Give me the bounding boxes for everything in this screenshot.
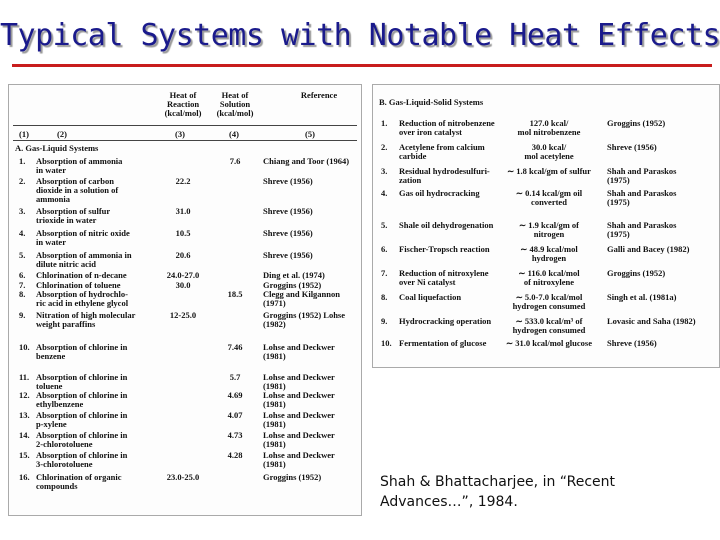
row-number: 16. bbox=[19, 472, 30, 482]
title-underline bbox=[12, 64, 712, 67]
system-description: Absorption of chlorine in benzene bbox=[36, 342, 128, 361]
row-number: 5. bbox=[19, 250, 26, 260]
header-heat-reaction: Heat of Reaction (kcal/mol) bbox=[164, 90, 202, 118]
reference: Clegg and Kilgannon (1971) bbox=[263, 289, 340, 308]
system-description: Acetylene from calcium carbide bbox=[399, 142, 485, 161]
header-divider bbox=[13, 125, 357, 126]
system-description: Reduction of nitroxylene over Ni catalyst bbox=[399, 268, 489, 287]
row-number: 6. bbox=[19, 270, 26, 280]
row-number: 4. bbox=[19, 228, 26, 238]
row-number: 13. bbox=[19, 410, 30, 420]
reference: Lovasic and Saha (1982) bbox=[607, 316, 696, 326]
heat-effect: ∼ 48.9 kcal/mol hydrogen bbox=[520, 244, 578, 263]
heat-of-solution: 18.5 bbox=[227, 289, 243, 299]
heat-effect: ∼ 1.8 kcal/gm of sulfur bbox=[507, 166, 591, 176]
reference: Groggins (1952) bbox=[607, 118, 666, 128]
row-number: 7. bbox=[19, 280, 26, 290]
heat-of-solution: 7.46 bbox=[227, 342, 243, 352]
system-description: Residual hydrodesulfuri- zation bbox=[399, 166, 490, 185]
reference: Shreve (1956) bbox=[263, 250, 313, 260]
heat-of-solution: 7.6 bbox=[229, 156, 241, 166]
row-number: 9. bbox=[19, 310, 26, 320]
row-number: 8. bbox=[381, 292, 388, 302]
citation bbox=[380, 472, 710, 512]
col-number: (4) bbox=[229, 129, 239, 139]
heat-effect: 127.0 kcal/ mol nitrobenzene bbox=[517, 118, 581, 137]
system-description: Absorption of nitric oxide in water bbox=[36, 228, 130, 247]
reference: Shreve (1956) bbox=[263, 228, 313, 238]
reference: Lohse and Deckwer (1981) bbox=[263, 342, 335, 361]
system-description: Chlorination of n-decane bbox=[36, 270, 127, 280]
heat-of-solution: 4.73 bbox=[227, 430, 243, 440]
reference: Lohse and Deckwer (1981) bbox=[263, 450, 335, 469]
col-number: (5) bbox=[305, 129, 315, 139]
colnum-divider bbox=[13, 140, 357, 141]
system-description: Absorption of carbon dioxide in a solution of ammonia bbox=[36, 176, 119, 204]
reference: Lohse and Deckwer (1981) bbox=[263, 410, 335, 429]
row-number: 11. bbox=[19, 372, 30, 382]
row-number: 3. bbox=[381, 166, 388, 176]
system-description: Absorption of ammonia in water bbox=[36, 156, 123, 175]
system-description: Shale oil dehydrogenation bbox=[399, 220, 494, 230]
row-number: 4. bbox=[381, 188, 388, 198]
system-description: Absorption of ammonia in dilute nitric acid bbox=[36, 250, 132, 269]
heat-of-reaction: 22.2 bbox=[175, 176, 191, 186]
row-number: 8. bbox=[19, 289, 26, 299]
heat-effect: ∼ 533.0 kcal/m³ of hydrogen consumed bbox=[512, 316, 586, 335]
heat-of-solution: 4.69 bbox=[227, 390, 243, 400]
col-number: (1) bbox=[19, 129, 29, 139]
row-number: 5. bbox=[381, 220, 388, 230]
system-description: Chlorination of toluene bbox=[36, 280, 121, 290]
citation-line: Advances…”, 1984. bbox=[380, 494, 518, 510]
reference: Shah and Paraskos (1975) bbox=[607, 166, 677, 185]
reference: Lohse and Deckwer (1981) bbox=[263, 390, 335, 409]
citation-line: Shah & Bhattacharjee, in “Recent bbox=[380, 474, 615, 490]
system-description: Absorption of sulfur trioxide in water bbox=[36, 206, 111, 225]
heat-of-solution: 5.7 bbox=[229, 372, 241, 382]
system-description: Absorption of chlorine in p-xylene bbox=[36, 410, 128, 429]
system-description: Absorption of chlorine in 3-chlorotoluene bbox=[36, 450, 128, 469]
system-description: Fermentation of glucose bbox=[399, 338, 487, 348]
table-gas-liquid-scan bbox=[8, 84, 362, 516]
header-reference: Reference bbox=[300, 90, 338, 100]
heat-effect: ∼ 5.0-7.0 kcal/mol hydrogen consumed bbox=[512, 292, 586, 311]
heat-effect: 30.0 kcal/ mol acetylene bbox=[524, 142, 574, 161]
row-number: 9. bbox=[381, 316, 388, 326]
reference: Galli and Bacey (1982) bbox=[607, 244, 690, 254]
section-heading: A. Gas-Liquid Systems bbox=[15, 143, 99, 153]
system-description: Absorption of chlorine in 2-chlorotoluene bbox=[36, 430, 128, 449]
heat-of-reaction: 31.0 bbox=[175, 206, 191, 216]
row-number: 10. bbox=[381, 338, 392, 348]
reference: Groggins (1952) Lohse (1982) bbox=[263, 310, 346, 329]
reference: Lohse and Deckwer (1981) bbox=[263, 372, 335, 391]
reference: Groggins (1952) bbox=[607, 268, 666, 278]
reference: Shreve (1956) bbox=[263, 206, 313, 216]
heat-effect: ∼ 31.0 kcal/mol glucose bbox=[506, 338, 592, 348]
system-description: Chlorination of organic compounds bbox=[36, 472, 122, 491]
system-description: Absorption of chlorine in ethylbenzene bbox=[36, 390, 128, 409]
row-number: 15. bbox=[19, 450, 30, 460]
system-description: Nitration of high molecular weight paraffins bbox=[36, 310, 136, 329]
section-heading: B. Gas-Liquid-Solid Systems bbox=[379, 97, 484, 107]
system-description: Reduction of nitrobenzene over iron catalyst bbox=[399, 118, 495, 137]
reference: Ding et al. (1974) bbox=[263, 270, 325, 280]
header-heat-solution: Heat of Solution (kcal/mol) bbox=[216, 90, 254, 118]
row-number: 10. bbox=[19, 342, 30, 352]
system-description: Coal liquefaction bbox=[399, 292, 462, 302]
heat-effect: ∼ 1.9 kcal/gm of nitrogen bbox=[518, 220, 579, 239]
reference: Shreve (1956) bbox=[607, 338, 657, 348]
system-description: Absorption of hydrochlo- ric acid in ethylene glycol bbox=[36, 289, 129, 308]
reference: Shreve (1956) bbox=[607, 142, 657, 152]
reference: Groggins (1952) bbox=[263, 280, 322, 290]
heat-effect: ∼ 116.0 kcal/mol of nitroxylene bbox=[518, 268, 580, 287]
row-number: 7. bbox=[381, 268, 388, 278]
heat-effect: ∼ 0.14 kcal/gm oil converted bbox=[515, 188, 583, 207]
row-number: 3. bbox=[19, 206, 26, 216]
reference: Shreve (1956) bbox=[263, 176, 313, 186]
row-number: 1. bbox=[381, 118, 388, 128]
row-number: 2. bbox=[381, 142, 388, 152]
heat-of-solution: 4.28 bbox=[227, 450, 243, 460]
heat-of-reaction: 12-25.0 bbox=[169, 310, 197, 320]
row-number: 2. bbox=[19, 176, 26, 186]
reference: Lohse and Deckwer (1981) bbox=[263, 430, 335, 449]
row-number: 6. bbox=[381, 244, 388, 254]
heat-of-reaction: 10.5 bbox=[175, 228, 191, 238]
system-description: Gas oil hydrocracking bbox=[399, 188, 480, 198]
row-number: 12. bbox=[19, 390, 30, 400]
col-number: (3) bbox=[175, 129, 185, 139]
system-description: Absorption of chlorine in toluene bbox=[36, 372, 128, 391]
row-number: 1. bbox=[19, 156, 26, 166]
reference: Groggins (1952) bbox=[263, 472, 322, 482]
heat-of-reaction: 24.0-27.0 bbox=[166, 270, 200, 280]
reference: Singh et al. (1981a) bbox=[607, 292, 677, 302]
heat-of-reaction: 23.0-25.0 bbox=[166, 472, 200, 482]
system-description: Hydrocracking operation bbox=[399, 316, 492, 326]
heat-of-reaction: 30.0 bbox=[175, 280, 191, 290]
col-number: (2) bbox=[57, 129, 67, 139]
row-number: 14. bbox=[19, 430, 30, 440]
heat-of-reaction: 20.6 bbox=[175, 250, 191, 260]
slide-title: Typical Systems with Notable Heat Effects bbox=[0, 18, 720, 53]
table-gas-liquid-solid-scan bbox=[372, 84, 720, 368]
reference: Shah and Paraskos (1975) bbox=[607, 188, 677, 207]
reference: Shah and Paraskos (1975) bbox=[607, 220, 677, 239]
system-description: Fischer-Tropsch reaction bbox=[399, 244, 490, 254]
reference: Chiang and Toor (1964) bbox=[263, 156, 350, 166]
heat-of-solution: 4.07 bbox=[227, 410, 243, 420]
